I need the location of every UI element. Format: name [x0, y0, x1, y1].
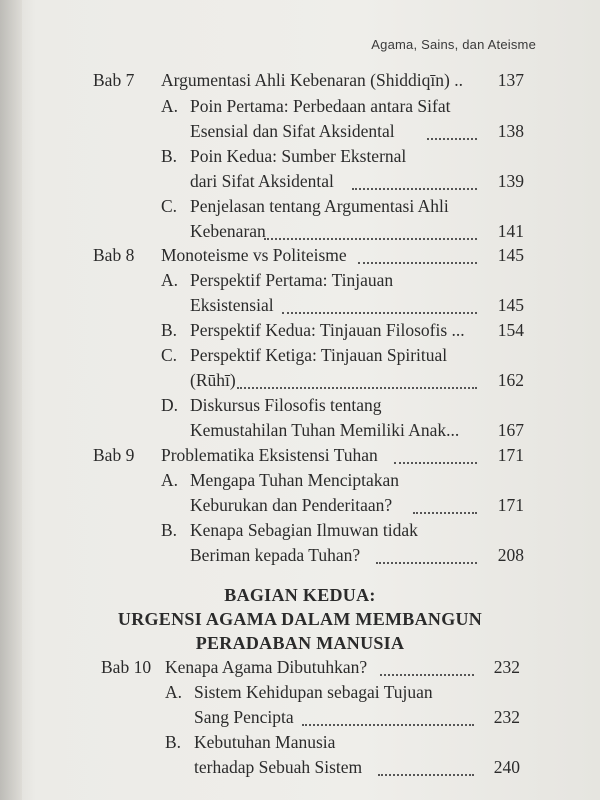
leader-dots: [413, 512, 477, 514]
entry-title-line2: (Rūhī): [190, 370, 236, 390]
page-number: 154: [497, 320, 524, 340]
entry-letter: C.: [161, 196, 178, 216]
page-number: 208: [497, 545, 524, 565]
chapter-title: Monoteisme vs Politeisme: [161, 245, 347, 265]
page-number: 240: [493, 757, 520, 777]
toc-entry-bab-10[interactable]: [0, 657, 600, 679]
entry-title-line1: Poin Pertama: Perbedaan antara Sifat: [190, 96, 451, 116]
entry-title-line1: Perspektif Ketiga: Tinjauan Spiritual: [190, 345, 448, 365]
leader-dots: [302, 724, 474, 726]
chapter-title: Argumentasi Ahli Kebenaran (Shiddiqīn) ..: [161, 70, 463, 90]
toc-entry-bab-7[interactable]: [0, 70, 600, 92]
leader-dots: [376, 562, 477, 564]
page-number: 145: [497, 295, 524, 315]
leader-dots: [352, 188, 477, 190]
toc-entry-10a[interactable]: [0, 682, 600, 730]
page-number: 171: [497, 445, 524, 465]
toc-entry-8d[interactable]: [0, 395, 600, 443]
page-number: 137: [497, 70, 524, 90]
toc-entry-8a[interactable]: [0, 270, 600, 318]
page-number: 139: [497, 171, 524, 191]
toc-entry-bab-8[interactable]: [0, 245, 600, 267]
entry-letter: A.: [165, 682, 183, 702]
toc-entry-8c[interactable]: [0, 345, 600, 393]
entry-title-line2: Beriman kepada Tuhan?: [190, 545, 361, 565]
entry-title-line1: Perspektif Pertama: Tinjauan: [190, 270, 394, 290]
entry-letter: B.: [161, 146, 178, 166]
entry-title-line1: Poin Kedua: Sumber Eksternal: [190, 146, 407, 166]
leader-dots: [394, 462, 477, 464]
entry-title-line1: Kenapa Sebagian Ilmuwan tidak: [190, 520, 418, 540]
chapter-title: Kenapa Agama Dibutuhkan?: [165, 657, 368, 677]
page-number: 138: [497, 121, 524, 141]
chapter-number: Bab 7: [93, 70, 135, 90]
entry-title-line1: Kebutuhan Manusia: [194, 732, 336, 752]
entry-title-line1: Perspektif Kedua: Tinjauan Filosofis ...: [190, 320, 465, 340]
toc-entry-8b[interactable]: [0, 320, 600, 342]
toc-entry-9a[interactable]: [0, 470, 600, 518]
toc-entry-7a[interactable]: [0, 96, 600, 144]
page-number: 145: [497, 245, 524, 265]
page-number: 167: [497, 420, 524, 440]
toc-entry-10b[interactable]: [0, 732, 600, 780]
page-number: 141: [497, 221, 524, 241]
entry-title-line2: terhadap Sebuah Sistem: [194, 757, 363, 777]
entry-title-line1: Penjelasan tentang Argumentasi Ahli: [190, 196, 449, 216]
entry-title-line2: Esensial dan Sifat Aksidental: [190, 121, 395, 141]
page-number: 171: [497, 495, 524, 515]
toc-entry-bab-9[interactable]: [0, 445, 600, 467]
entry-letter: B.: [161, 320, 178, 340]
entry-title-line1: Diskursus Filosofis tentang: [190, 395, 382, 415]
leader-dots: [264, 238, 477, 240]
page-number: 232: [493, 657, 520, 677]
entry-title-line2: Keburukan dan Penderitaan?: [190, 495, 393, 515]
entry-letter: B.: [161, 520, 178, 540]
entry-title-line2: Eksistensial: [190, 295, 274, 315]
toc-entry-9b[interactable]: [0, 520, 600, 568]
leader-dots: [237, 387, 477, 389]
page-number: 162: [497, 370, 524, 390]
section-heading-line1: BAGIAN KEDUA:: [224, 585, 376, 605]
leader-dots: [378, 774, 474, 776]
entry-title-line2: dari Sifat Aksidental: [190, 171, 334, 191]
chapter-number: Bab 8: [93, 245, 135, 265]
entry-letter: A.: [161, 470, 179, 490]
leader-dots: [282, 312, 477, 314]
toc-entry-7b[interactable]: [0, 146, 600, 194]
chapter-title: Problematika Eksistensi Tuhan: [161, 445, 378, 465]
entry-title-line2: Kebenaran: [190, 221, 266, 241]
entry-letter: B.: [165, 732, 182, 752]
leader-dots: [427, 138, 477, 140]
leader-dots: [380, 674, 474, 676]
section-heading-line2: URGENSI AGAMA DALAM MEMBANGUN: [117, 609, 483, 629]
toc-entry-7c[interactable]: [0, 196, 600, 244]
entry-letter: D.: [161, 395, 179, 415]
entry-title-line2: Kemustahilan Tuhan Memiliki Anak...: [190, 420, 460, 440]
chapter-number: Bab 10: [101, 657, 152, 677]
entry-letter: C.: [161, 345, 178, 365]
page-number: 232: [493, 707, 520, 727]
entry-title-line1: Mengapa Tuhan Menciptakan: [190, 470, 399, 490]
entry-title-line1: Sistem Kehidupan sebagai Tujuan: [194, 682, 433, 702]
section-heading-line3: PERADABAN MANUSIA: [195, 633, 405, 653]
entry-letter: A.: [161, 96, 179, 116]
leader-dots: [358, 262, 477, 264]
running-header: Agama, Sains, dan Ateisme: [371, 37, 536, 52]
entry-letter: A.: [161, 270, 179, 290]
entry-title-line2: Sang Pencipta: [194, 707, 294, 727]
chapter-number: Bab 9: [93, 445, 135, 465]
